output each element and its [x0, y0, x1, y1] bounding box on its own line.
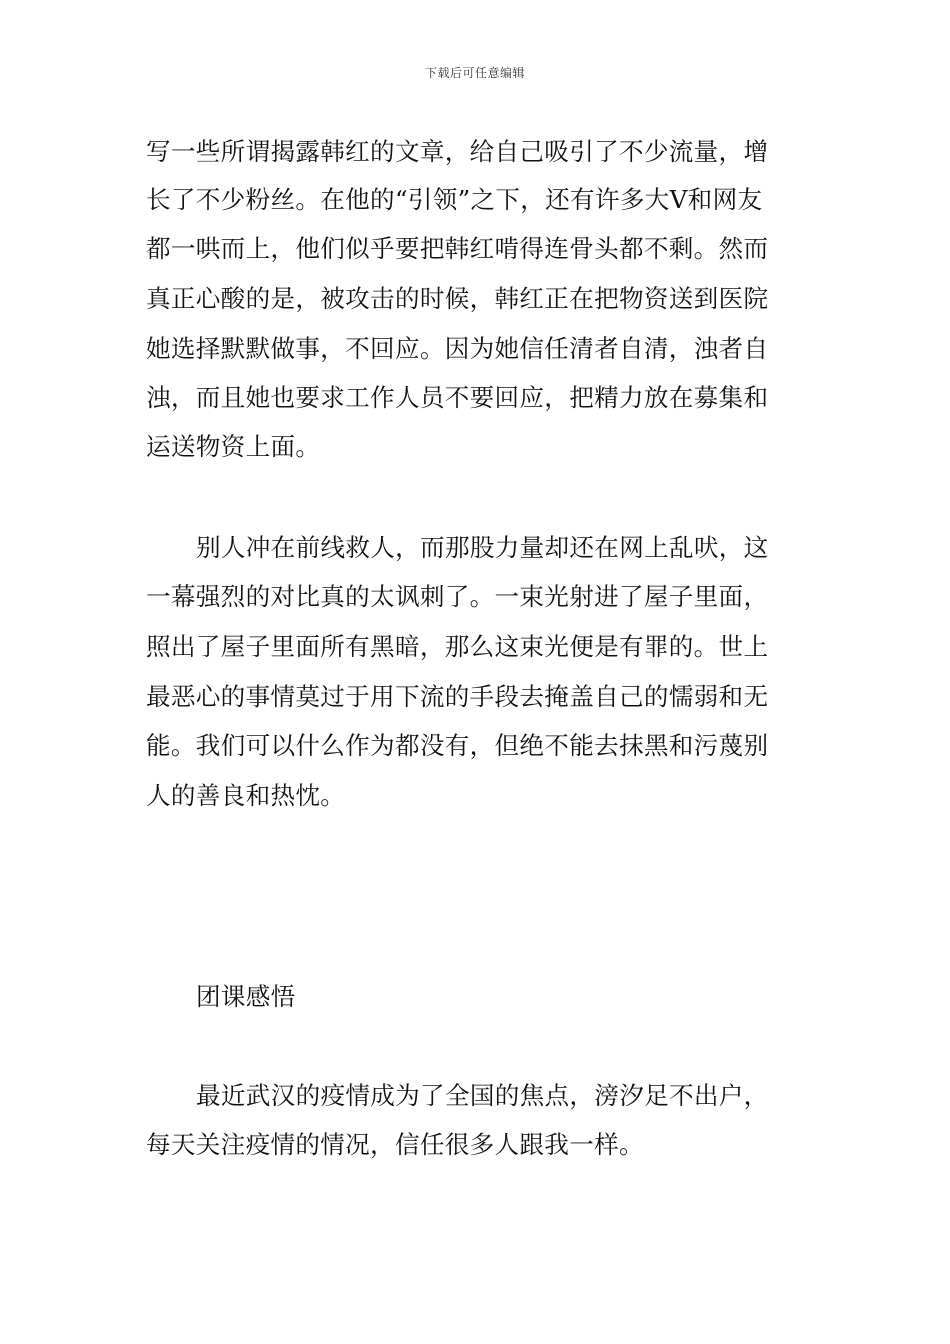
paragraph-line: 照出了屋子里面所有黑暗，那么这束光便是有罪的。世上: [146, 632, 769, 661]
paragraph-line: 能。我们可以什么作为都没有，但绝不能去抹黑和污蔑别: [146, 731, 769, 760]
paragraph-line: 真正心酸的是，被攻击的时候，韩红正在把物资送到医院: [146, 284, 769, 313]
section-heading: 团课感悟: [196, 982, 296, 1011]
paragraph-line: 写一些所谓揭露韩红的文章，给自己吸引了不少流量，增: [146, 137, 769, 166]
paragraph-line: 一幕强烈的对比真的太讽刺了。一束光射进了屋子里面，: [146, 582, 769, 611]
paragraph-line: 每天关注疫情的情况，信任很多人跟我一样。: [146, 1130, 644, 1159]
paragraph-line: 她选择默默做事，不回应。因为她信任清者自清，浊者自: [146, 334, 769, 363]
page-header: 下载后可任意编辑: [424, 66, 525, 80]
paragraph-line: 人的善良和热忱。: [146, 781, 346, 810]
paragraph-line: 运送物资上面。: [146, 432, 321, 461]
paragraph-line: 长了不少粉丝。在他的“引领”之下，还有许多大V和网友: [146, 185, 763, 214]
paragraph-line: 最近武汉的疫情成为了全国的焦点，滂汐足不出户，: [196, 1081, 769, 1110]
paragraph-line: 别人冲在前线救人，而那股力量却还在网上乱吠，这: [196, 533, 769, 562]
paragraph-line: 浊，而且她也要求工作人员不要回应，把精力放在募集和: [146, 383, 769, 412]
paragraph-line: 最恶心的事情莫过于用下流的手段去掩盖自己的懦弱和无: [146, 682, 769, 711]
paragraph-line: 都一哄而上，他们似乎要把韩红啃得连骨头都不剩。然而: [146, 234, 769, 263]
